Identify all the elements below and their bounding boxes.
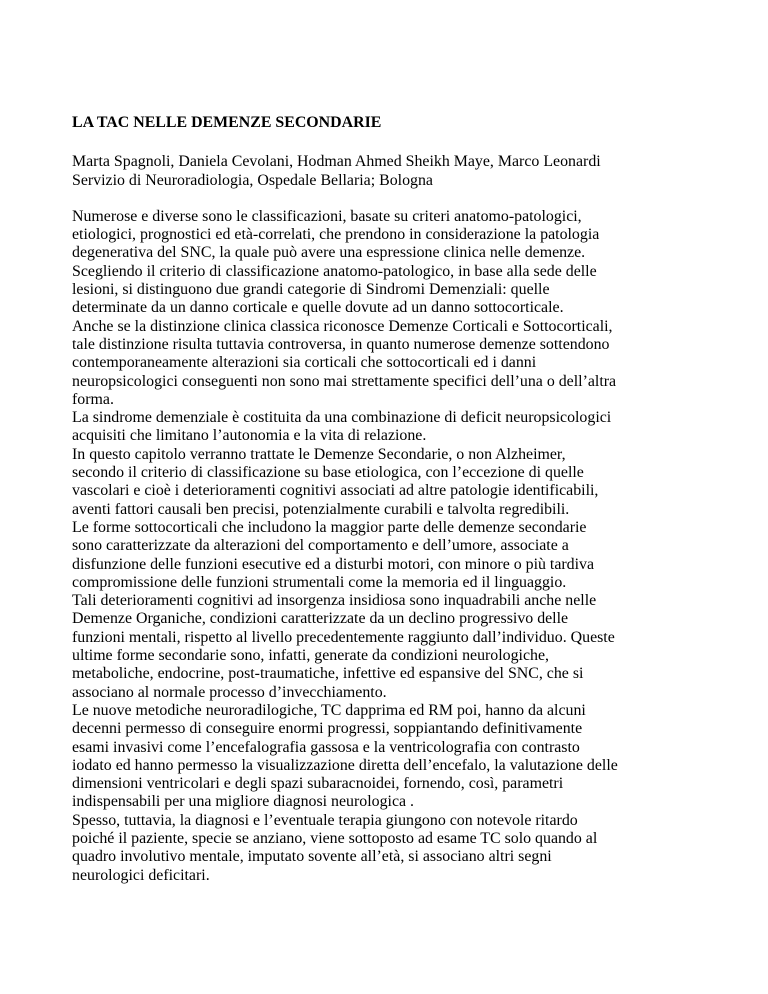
authors-block xyxy=(72,153,732,190)
body-line: Scegliendo il criterio di classificazione anatomo-patologico, in base alla sede delle xyxy=(72,262,597,280)
body-line: Demenze Organiche, condizioni caratterizzate da un declino progressivo delle xyxy=(72,610,569,628)
body-line: funzioni mentali, rispetto al livello precedentemente raggiunto dall’individuo. Queste xyxy=(72,628,615,646)
body-line: aventi fattori causali ben precisi, potenzialmente curabili e talvolta regredibili. xyxy=(72,500,570,518)
body-line: poiché il paziente, specie se anziano, viene sottoposto ad esame TC solo quando al xyxy=(72,829,598,847)
body-line: Numerose e diverse sono le classificazioni, basate su criteri anatomo-patologici, xyxy=(72,207,582,225)
body-line: indispensabili per una migliore diagnosi neurologica . xyxy=(72,793,415,811)
body-line: Spesso, tuttavia, la diagnosi e l’eventuale terapia giungono con notevole ritardo xyxy=(72,811,578,829)
body-line: In questo capitolo verranno trattate le Demenze Secondarie, o non Alzheimer, xyxy=(72,445,566,463)
body-line: degenerativa del SNC, la quale può avere una espressione clinica nelle demenze. xyxy=(72,244,586,262)
body-line: disfunzione delle funzioni esecutive ed a disturbi motori, con minore o più tardiva xyxy=(72,555,595,573)
body-line: Anche se la distinzione clinica classica riconosce Demenze Corticali e Sottocorticali, xyxy=(72,317,613,335)
body-line: tale distinzione risulta tuttavia controversa, in quanto numerose demenze sottendono xyxy=(72,335,610,353)
body-line: associano al normale processo d’invecchiamento. xyxy=(72,683,387,701)
body-line: etiologici, prognostici ed età-correlati, che prendono in considerazione la patologia xyxy=(72,226,600,244)
body-line: determinate da un danno corticale e quelle dovute ad un danno sottocorticale. xyxy=(72,299,564,317)
document-title: LA TAC NELLE DEMENZE SECONDARIE xyxy=(72,114,382,131)
body-line: neurologici deficitari. xyxy=(72,866,210,884)
body-line: secondo il criterio di classificazione su base etiologica, con l’eccezione di quelle xyxy=(72,464,584,482)
body-line: metaboliche, endocrine, post-traumatiche, infettive ed espansive del SNC, che si xyxy=(72,665,584,683)
body-line: Le forme sottocorticali che includono la maggior parte delle demenze secondarie xyxy=(72,518,587,536)
body-line: decenni permesso di conseguire enormi progressi, soppiantando definitivamente xyxy=(72,720,583,738)
body-line: lesioni, si distinguono due grandi categorie di Sindromi Demenziali: quelle xyxy=(72,281,550,299)
body-line: acquisiti che limitano l’autonomia e la vita di relazione. xyxy=(72,427,427,445)
affiliation-line: Servizio di Neuroradiologia, Ospedale Bellaria; Bologna xyxy=(72,171,433,189)
body-line: sono caratterizzate da alterazioni del comportamento e dell’umore, associate a xyxy=(72,537,569,555)
body-text xyxy=(72,208,732,885)
body-line: esami invasivi come l’encefalografia gassosa e la ventricolografia con contrasto xyxy=(72,738,580,756)
body-line: Tali deterioramenti cognitivi ad insorgenza insidiosa sono inquadrabili anche nelle xyxy=(72,592,597,610)
body-line: dimensioni ventricolari e degli spazi subaracnoidei, fornendo, così, parametri xyxy=(72,775,564,793)
body-line: vascolari e cioè i deterioramenti cognitivi associati ad altre patologie identificabili, xyxy=(72,482,599,500)
body-line: Le nuove metodiche neuroradilogiche, TC dapprima ed RM poi, hanno da alcuni xyxy=(72,701,586,719)
body-line: forma. xyxy=(72,390,114,408)
body-line: compromissione delle funzioni strumentali come la memoria ed il linguaggio. xyxy=(72,573,567,591)
document-content xyxy=(72,114,732,885)
body-line: iodato ed hanno permesso la visualizzazione diretta dell’encefalo, la valutazione delle xyxy=(72,756,618,774)
authors-line: Marta Spagnoli, Daniela Cevolani, Hodman Ahmed Sheikh Maye, Marco Leonardi xyxy=(72,153,601,171)
body-line: contemporaneamente alterazioni sia corticali che sottocorticali ed i danni xyxy=(72,354,537,372)
body-line: quadro involutivo mentale, imputato sovente all’età, si associano altri segni xyxy=(72,848,552,866)
body-line: neuropsicologici conseguenti non sono mai strettamente specifici dell’una o dell’altra xyxy=(72,372,617,390)
body-line: ultime forme secondarie sono, infatti, generate da condizioni neurologiche, xyxy=(72,647,549,665)
body-line: La sindrome demenziale è costituita da una combinazione di deficit neuropsicologici xyxy=(72,409,612,427)
